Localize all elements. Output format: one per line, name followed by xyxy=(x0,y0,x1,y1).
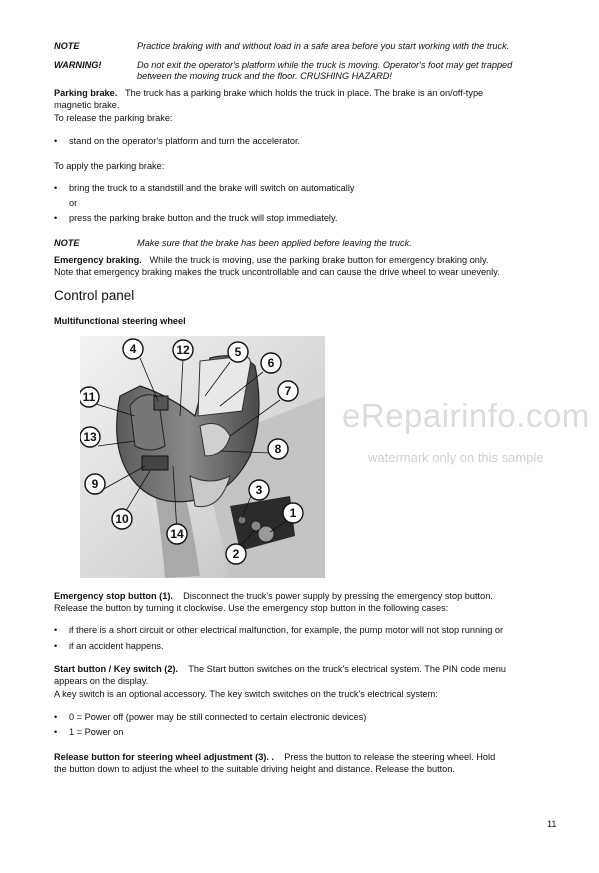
note-text: Make sure that the brake has been applied before leaving the truck. xyxy=(137,238,412,248)
release-item: stand on the operator's platform and turn the accelerator. xyxy=(69,136,301,146)
emergency-braking-line2: Note that emergency braking makes the truck uncontrollable and can cause the drive wheel to wear unevenly. xyxy=(54,267,500,277)
emergency-braking-line1: While the truck is moving, use the parking brake button for emergency braking only. xyxy=(149,255,489,265)
steering-wheel-illustration xyxy=(80,336,325,578)
page-number: 11 xyxy=(547,819,557,829)
callout-12: 12 xyxy=(176,343,190,357)
callout-11: 11 xyxy=(82,390,96,404)
callout-10: 10 xyxy=(115,512,129,526)
start-button-shape xyxy=(251,521,261,531)
start-item-1: 0 = Power off (power may be still connected to certain electronic devices) xyxy=(69,712,367,722)
estop-item-1: if there is a short circuit or other electrical malfunction, for example, the pump motor will not stop running or xyxy=(69,625,504,635)
callout-4: 4 xyxy=(129,342,137,356)
apply-item-1: bring the truck to a standstill and the brake will switch on automatically xyxy=(69,183,355,193)
display-screen xyxy=(198,356,250,416)
start-line1: The Start button switches on the truck's electrical system. The PIN code menu xyxy=(188,664,506,674)
release-wheel-line1: Press the button to release the steering wheel. Hold xyxy=(284,752,496,762)
note-text: Practice braking with and without load in a safe area before you start working with the truck. xyxy=(137,41,510,51)
callout-7: 7 xyxy=(284,384,292,398)
apply-or: or xyxy=(69,198,78,208)
callout-1: 1 xyxy=(289,506,297,520)
subsection-title: Multifunctional steering wheel xyxy=(54,316,186,326)
emergency-braking-paragraph xyxy=(54,255,559,267)
release-wheel-line2: the button down to adjust the wheel to the suitable driving height and distance. Release the button. xyxy=(54,764,455,774)
start-line2: appears on the display. xyxy=(54,676,149,686)
estop-line2: Release the button by turning it clockwise. Use the emergency stop button in the following cases: xyxy=(54,603,449,613)
note-label: NOTE xyxy=(54,238,80,248)
section-title: Control panel xyxy=(54,288,135,303)
parking-brake-heading: Parking brake. xyxy=(54,88,118,98)
start-item-2: 1 = Power on xyxy=(69,727,124,737)
estop-line1: Disconnect the truck's power supply by pressing the emergency stop button. xyxy=(183,591,493,601)
release-wheel-paragraph xyxy=(54,752,559,764)
callout-2: 2 xyxy=(232,547,240,561)
estop-item-2: if an accident happens. xyxy=(69,641,164,651)
steering-wheel-drawing xyxy=(80,336,325,578)
callout-9: 9 xyxy=(91,477,99,491)
apply-intro: To apply the parking brake: xyxy=(54,161,165,171)
start-paragraph xyxy=(54,664,559,676)
hub-switch-block xyxy=(142,456,168,470)
release-intro: To release the parking brake: xyxy=(54,113,173,123)
callout-13: 13 xyxy=(83,430,97,444)
callout-14: 14 xyxy=(170,527,184,541)
callout-5: 5 xyxy=(234,345,242,359)
manual-page: NOTE Practice braking with and without load in a safe area before you start working with the truck. WARNING! Do not exit the operator's platform while the truck is moving. Operator's foot may get trapped between the moving truck and the floor. CRUSHING HAZARD! Parking brake. The truck has a parking brake which holds the truck in place. The brake is an on/off-type magnetic brake. To release the parking brake: • stand on the operator's platform and turn the accelerator. To apply the parking brake: • bring the truck to a standstill and the brake will switch on automatically or • press the parking brake button and the truck will stop immediately. NOTE Make sure that the brake has been applied before leaving the truck. Emergency braking. While the truck is moving, use the parking brake button for emergency braking only. Note that emergency braking makes the truck uncontrollable and can cause the drive wheel to wear unevenly. Control panel Multifunctional steering wheel 4 12 5 6 7 11 13 8 9 3 1 10 14 2 eRepairinfo.com watermark only on this sample Emergency stop button (1). Disconnect the truck's power supply by pressing the emergency stop button. Release the button by turning it clockwise. Use the emergency stop button in the following cases: • if there is a short circuit or other electrical malfunction, for example, the pump motor will not stop running or • if an accident happens. Start button / Key switch (2). The Start button switches on the truck's electrical system. The PIN code menu appears on the display. A key switch is an optional accessory. The key switch switches on the truck's electrical system: • 0 = Power off (power may be still connected to certain electronic devices) • 1 = Power on Release button for steering wheel adjustment (3). . Press the button to release the steering wheel. Hold the button down to adjust the wheel to the suitable driving height and distance. Release the button. 11 xyxy=(54,41,590,829)
parking-brake-line2: magnetic brake. xyxy=(54,100,120,110)
estop-heading: Emergency stop button (1). xyxy=(54,591,173,601)
hub-small-button xyxy=(154,396,168,410)
parking-brake-paragraph xyxy=(54,88,559,100)
warning-label: WARNING! xyxy=(54,60,102,70)
start-heading: Start button / Key switch (2). xyxy=(54,664,179,674)
note-label: NOTE xyxy=(54,41,80,51)
warning-text-line2: between the moving truck and the floor. CRUSHING HAZARD! xyxy=(137,71,392,81)
callout-8: 8 xyxy=(274,442,282,456)
emergency-braking-heading: Emergency braking. xyxy=(54,255,142,265)
watermark-sub: watermark only on this sample xyxy=(368,450,544,465)
start-line3: A key switch is an optional accessory. The key switch switches on the truck's electrical system: xyxy=(54,689,438,699)
warning-text-line1: Do not exit the operator's platform while the truck is moving. Operator's foot may get trapped xyxy=(137,60,513,70)
watermark-main: eRepairinfo.com xyxy=(342,397,590,434)
parking-brake-line1: The truck has a parking brake which holds the truck in place. The brake is an on/off-type xyxy=(125,88,484,98)
estop-paragraph xyxy=(54,591,559,603)
callout-6: 6 xyxy=(267,356,275,370)
callout-3: 3 xyxy=(255,483,263,497)
apply-item-2: press the parking brake button and the truck will stop immediately. xyxy=(69,213,338,223)
release-wheel-heading: Release button for steering wheel adjustment (3). . xyxy=(54,752,275,762)
